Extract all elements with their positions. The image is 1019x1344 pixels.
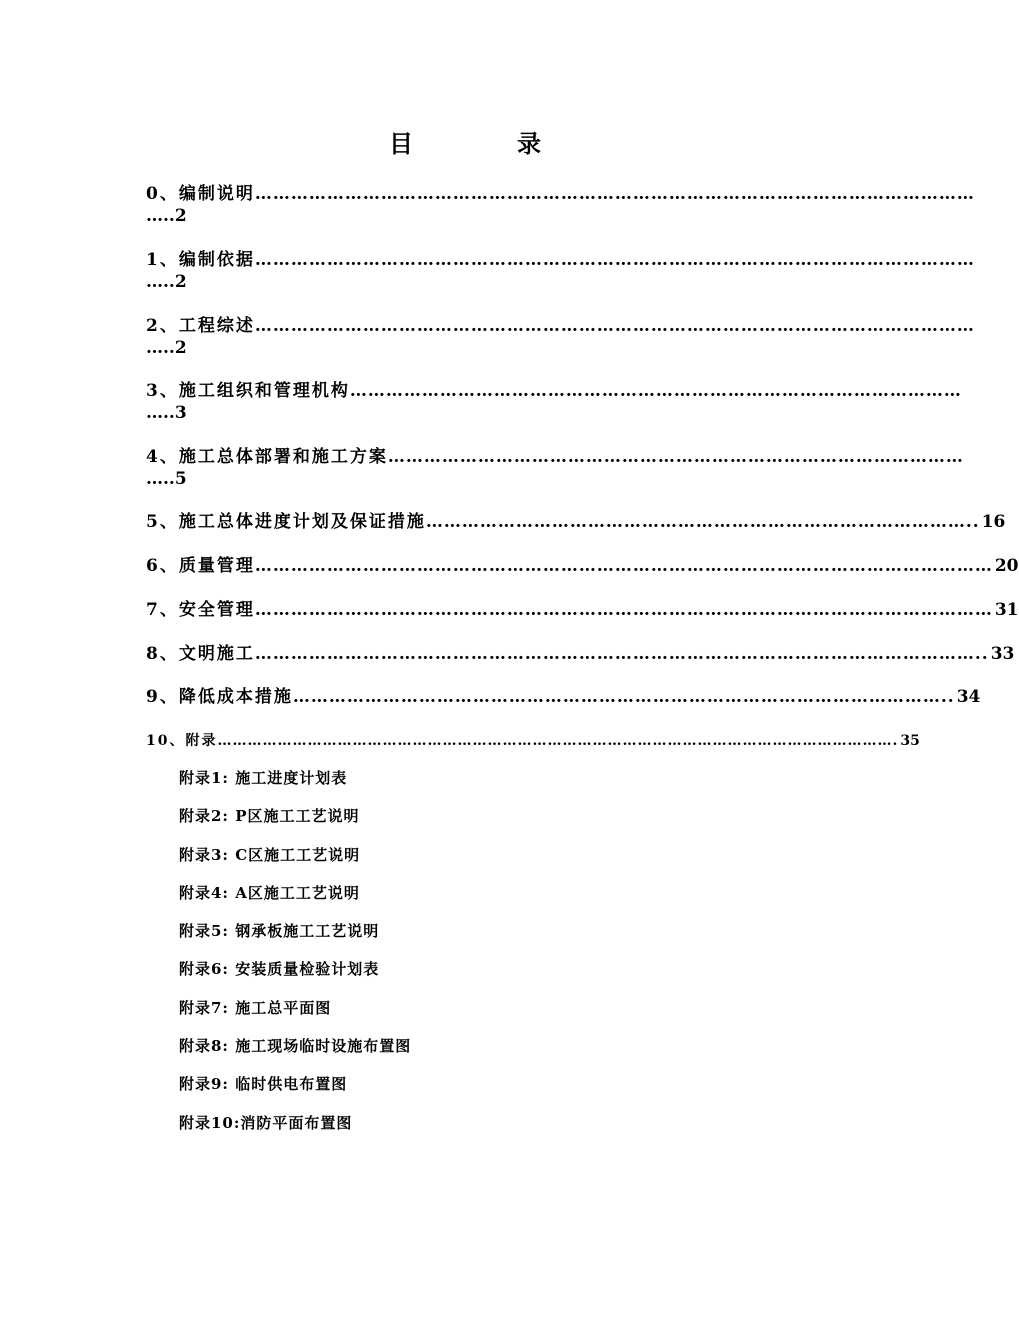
toc-leader: ……………………………………………………………………………………………….. [292, 687, 955, 707]
toc-wrap-line: …..5 [146, 469, 187, 489]
appendix-item-8[interactable]: 附录8: 施工现场临时设施布置图 [179, 1037, 412, 1055]
toc-leader: …………………………………………………………………………………………………………… [254, 600, 993, 620]
toc-wrap-line: …..2 [146, 206, 187, 226]
toc-entry-0[interactable] [146, 183, 975, 227]
toc-entry-5[interactable] [146, 511, 1006, 533]
toc-page-number: 31 [994, 600, 1019, 620]
appendix-item-10[interactable]: 附录10:消防平面布置图 [179, 1114, 353, 1132]
toc-label: 6、质量管理 [146, 556, 255, 576]
toc-entry-3[interactable] [146, 380, 962, 424]
toc-label: 1、编制依据 [146, 250, 255, 270]
toc-entry-10[interactable] [146, 730, 920, 752]
toc-label: 9、降低成本措施 [146, 687, 293, 707]
toc-leader: ………………………………………………………………………………………………………….. [254, 644, 989, 664]
toc-label: 2、工程综述 [146, 316, 255, 336]
toc-wrap-line: …..3 [146, 403, 187, 423]
toc-entry-8[interactable] [146, 643, 1015, 665]
appendix-item-6[interactable]: 附录6: 安装质量检验计划表 [179, 960, 380, 978]
appendix-item-9[interactable]: 附录9: 临时供电布置图 [179, 1075, 348, 1093]
toc-entry-9[interactable] [146, 686, 981, 708]
page-title: 目 录 [389, 129, 581, 158]
appendix-item-3[interactable]: 附录3: C区施工工艺说明 [179, 846, 361, 864]
toc-page-number: 35 [900, 733, 920, 749]
appendix-item-7[interactable]: 附录7: 施工总平面图 [179, 999, 332, 1017]
toc-label: 10、附录 [146, 733, 218, 749]
toc-page-number: 16 [981, 512, 1006, 532]
toc-leader: ……………………………………………………………………………….. [425, 512, 980, 532]
toc-page-number: 20 [994, 556, 1019, 576]
toc-label: 7、安全管理 [146, 600, 255, 620]
toc-label: 8、文明施工 [146, 644, 255, 664]
toc-page-number: 33 [990, 644, 1015, 664]
toc-label: 5、施工总体进度计划及保证措施 [146, 512, 426, 532]
toc-page-number: 34 [956, 687, 981, 707]
toc-leader: ………………………………………………………………………………………………………… [254, 250, 975, 270]
toc-entry-7[interactable] [146, 599, 1019, 621]
appendix-item-5[interactable]: 附录5: 钢承板施工工艺说明 [179, 922, 380, 940]
appendix-item-4[interactable]: 附录4: A区施工工艺说明 [179, 884, 360, 902]
toc-label: 3、施工组织和管理机构 [146, 381, 350, 401]
toc-entry-4[interactable] [146, 446, 964, 490]
toc-label: 0、编制说明 [146, 184, 255, 204]
appendix-item-2[interactable]: 附录2: P区施工工艺说明 [179, 807, 360, 825]
toc-entry-2[interactable] [146, 315, 975, 359]
toc-leader: …………………………………………………………………………………………………………… [254, 556, 993, 576]
toc-wrap-line: …..2 [146, 338, 187, 358]
toc-leader: ………………………………………………………………………………………………………………………. [217, 733, 899, 749]
toc-entry-6[interactable] [146, 555, 1019, 577]
appendix-item-1[interactable]: 附录1: 施工进度计划表 [179, 769, 348, 787]
toc-label: 4、施工总体部署和施工方案 [146, 447, 388, 467]
toc-leader: ………………………………………………………………………………………………………… [254, 184, 975, 204]
toc-leader: …………………………………………………………………………………… [387, 447, 964, 467]
toc-leader: ………………………………………………………………………………………………………… [254, 316, 975, 336]
toc-entry-1[interactable] [146, 249, 975, 293]
toc-wrap-line: …..2 [146, 272, 187, 292]
toc-leader: ………………………………………………………………………………………… [349, 381, 962, 401]
